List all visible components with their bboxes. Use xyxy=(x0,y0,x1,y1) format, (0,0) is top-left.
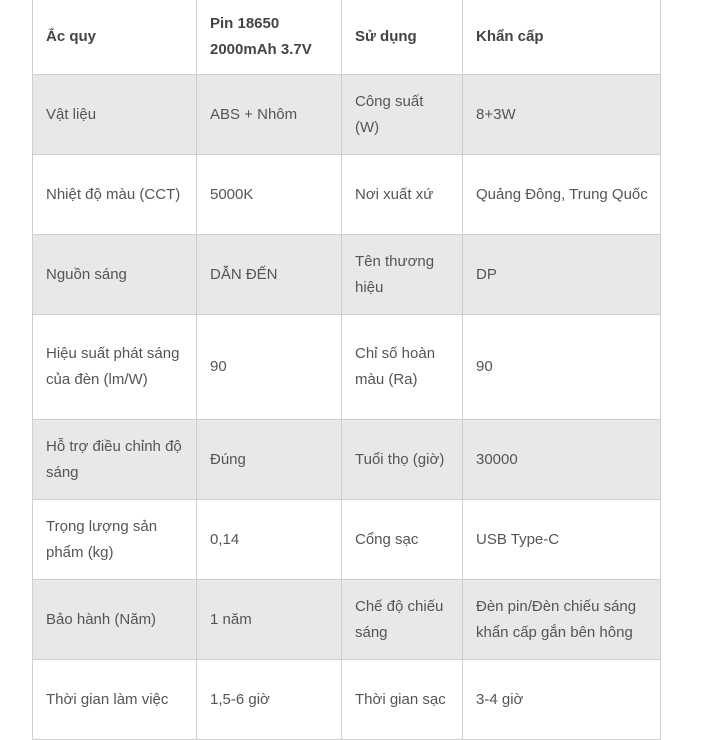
spec-value: 3-4 giờ xyxy=(463,660,661,740)
table-row xyxy=(33,500,661,580)
spec-label: Bảo hành (Năm) xyxy=(33,580,197,660)
spec-value: 90 xyxy=(463,315,661,420)
spec-label: Hỗ trợ điều chỉnh độ sáng xyxy=(33,420,197,500)
spec-value: Khẩn cấp xyxy=(463,0,661,75)
table-row xyxy=(33,420,661,500)
spec-label: Thời gian sạc xyxy=(342,660,463,740)
spec-value: 90 xyxy=(197,315,342,420)
table-row xyxy=(33,660,661,740)
spec-label: Tên thương hiệu xyxy=(342,235,463,315)
spec-value: 8+3W xyxy=(463,75,661,155)
spec-table xyxy=(32,0,661,740)
table-row xyxy=(33,75,661,155)
table-row xyxy=(33,235,661,315)
spec-label: Tuổi thọ (giờ) xyxy=(342,420,463,500)
spec-value: DP xyxy=(463,235,661,315)
spec-label: Vật liệu xyxy=(33,75,197,155)
spec-value: ABS + Nhôm xyxy=(197,75,342,155)
spec-value: Đúng xyxy=(197,420,342,500)
spec-label: Hiệu suất phát sáng của đèn (lm/W) xyxy=(33,315,197,420)
table-row xyxy=(33,0,661,75)
spec-value: Đèn pin/Đèn chiếu sáng khẩn cấp gắn bên hông xyxy=(463,580,661,660)
spec-label: Nơi xuất xứ xyxy=(342,155,463,235)
spec-label: Nguồn sáng xyxy=(33,235,197,315)
spec-value: Quảng Đông, Trung Quốc xyxy=(463,155,661,235)
table-row xyxy=(33,155,661,235)
spec-label: Cổng sạc xyxy=(342,500,463,580)
spec-label: Sử dụng xyxy=(342,0,463,75)
spec-label: Chế độ chiếu sáng xyxy=(342,580,463,660)
spec-label: Nhiệt độ màu (CCT) xyxy=(33,155,197,235)
spec-value: 1,5-6 giờ xyxy=(197,660,342,740)
spec-label: Thời gian làm việc xyxy=(33,660,197,740)
spec-value: USB Type-C xyxy=(463,500,661,580)
spec-value: 30000 xyxy=(463,420,661,500)
spec-label: Ắc quy xyxy=(33,0,197,75)
spec-value: 5000K xyxy=(197,155,342,235)
spec-value: DẪN ĐẾN xyxy=(197,235,342,315)
spec-label: Công suất (W) xyxy=(342,75,463,155)
spec-label: Chỉ số hoàn màu (Ra) xyxy=(342,315,463,420)
spec-value: 0,14 xyxy=(197,500,342,580)
table-row xyxy=(33,315,661,420)
spec-label: Trọng lượng sản phẩm (kg) xyxy=(33,500,197,580)
table-row xyxy=(33,580,661,660)
spec-value: Pin 18650 2000mAh 3.7V xyxy=(197,0,342,75)
spec-value: 1 năm xyxy=(197,580,342,660)
